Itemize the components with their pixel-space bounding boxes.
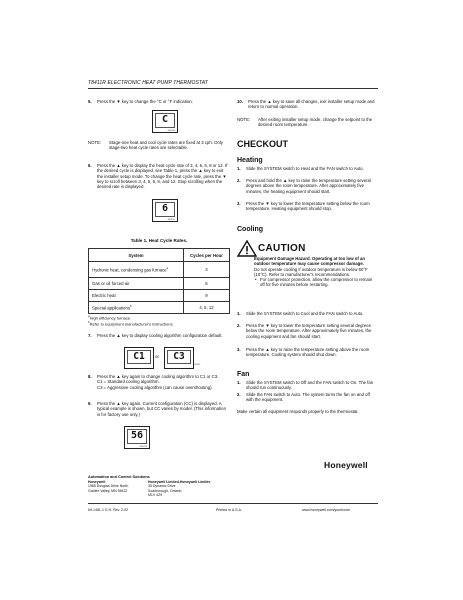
cooling-step-3: 3. Press the ▲ key to raise the temperature setting above the room temperature. Cooling system should shut down. (237, 347, 370, 358)
table-cell-cph: 6 (184, 278, 230, 290)
caution-title: CAUTION (258, 243, 306, 254)
warning-triangle-icon (237, 240, 257, 257)
lcd-glyph: 6 (161, 203, 169, 214)
lcd-display-degree-scale (152, 110, 178, 133)
step-6: 6. Press the ▲ key to display the heat cycle rate of 3, 4, 5, 6, 8 or 12. If the desired cycle is displayed, see Table 1, press the ▲ key to exit the installer setup mode. To change the heat cycle rate, press the ▼ key to scroll between 3, 4, 5, 6, 8, and 12. Stop scrolling when the desired rate is displayed. (88, 163, 228, 190)
step-9: 9. Press the ▲ key again. Current configuration (CC) is displayed. A typical example is shown, but CC varies by model. (This information is for factory use only.) (88, 401, 226, 417)
checkout-heading: CHECKOUT (237, 139, 288, 149)
step-5: 5. Press the ▼ key to change the °C or °F indication. (88, 99, 193, 104)
lcd-glyph-c1: C1 (133, 351, 145, 362)
cooling-step-2: 2. Press the ▼ key to lower the temperature setting several degrees below the room temperature. After approximately five minutes, the cooling equipment and fan should start. (237, 323, 372, 339)
step-7: 7. Press the ▲ key to display cooling algorithm configuration default. (88, 333, 223, 338)
step-8: 8. Press the ▲ key again to change cooling algorithm to C1 or C3. C1 = Standard cooling algorithm. C3 = Aggressive cooling algorithm (can cause overshooting). (88, 374, 219, 390)
lcd-glyph: 56 (130, 430, 144, 441)
table-row (89, 290, 230, 302)
closing-paragraph: Make certain all equipment responds properly to the thermostat. (237, 409, 359, 414)
table-row (89, 302, 230, 314)
figure-tag: M16933 (139, 445, 147, 448)
or-label: or (155, 354, 160, 359)
column-header-system: System (89, 249, 184, 262)
caution-instruction-text: Do not operate cooling if outdoor temperature is below 50°F (10°C). Refer to manufacturer's recommendations. (254, 266, 368, 277)
figure-tag: M16930 (167, 129, 175, 132)
table-cell-system: Hydronic heat, condensing gas furnace$^a$ (89, 262, 184, 278)
caution-bullet: • For compressor protection, allow the compressor to remain off for five minutes before restarting. (255, 277, 373, 288)
lcd-display-configuration (124, 426, 150, 449)
fan-heading: Fan (237, 371, 250, 378)
website-url: www.honeywell.com/yourhome (302, 508, 351, 512)
table-cell-cph: 3 (184, 262, 230, 278)
document-number: 69-1481-1 G.H. Rev. 2-02 (88, 508, 129, 512)
heating-step-3: 3. Press the ▼ key to lower the temperature setting below the room temperature. Heating equipment should stop. (237, 201, 370, 212)
printed-in: Printed in U.S.A. (216, 508, 242, 512)
company-title: Automation and Control Solutions (88, 475, 150, 479)
note-stage-one: NOTE: Stage-one heat and cool cycle rates are fixed at 3 cph. Only stage-two heat cycle rates are selectable. (88, 140, 223, 151)
heating-heading: Heating (237, 157, 263, 164)
column-header-cycles: Cycles per Hour (184, 249, 230, 262)
cooling-step-1: 1. Slide the SYSTEM switch to Cool and the FAN switch to Auto. (237, 311, 364, 316)
table-cell-system: Gas or oil forced air (89, 278, 184, 290)
honeywell-logo: Honeywell (324, 460, 368, 470)
note-after-exit: NOTE: After exiting installer setup mode, change the setpoint to the desired room temperature. (237, 117, 373, 128)
caution-hazard-text: Equipment Damage Hazard. Operating at too low of an outdoor temperature may cause compressor damage. (254, 256, 366, 267)
footnote-b: $^b$Refer to equipment manufacturer's instructions. (88, 320, 174, 327)
footnote-a: $^a$High efficiency furnace. (88, 314, 132, 321)
caution-body (254, 256, 376, 288)
step-10: 10. Press the ▲ key to save all changes, exit installer setup mode and return to normal operation. (237, 99, 375, 110)
lcd-glyph: C (161, 114, 169, 125)
lcd-display-cycle-rate (152, 199, 178, 222)
figure-tag: M16931 (167, 218, 175, 221)
table-cell-system: Electric heat (89, 290, 184, 302)
cooling-heading: Cooling (237, 226, 264, 233)
heating-step-2: 2. Press and hold the ▲ key to raise the temperature setting several degrees above the room temperature. After approximately five minutes, the heating equipment should start. (237, 178, 371, 194)
fan-step-2: 2. Slide the FAN switch to Auto. The system turns the fan on and off with the equipment. (237, 392, 370, 403)
heating-step-1: 1. Slide the SYSTEM switch to Heat and the FAN switch to Auto. (237, 166, 364, 171)
header-rule (88, 88, 378, 89)
lcd-glyph-c3: C3 (173, 351, 185, 362)
address-us: Honeywell 1985 Douglas Drive North Golden Valley, MN 55422 (88, 480, 129, 493)
table-row (89, 262, 230, 278)
address-canada: Honeywell Limited-Honeywell Limitée 35 Dynamic Drive Scarborough, Ontario M1V 4Z9 (148, 480, 211, 497)
table-row (89, 278, 230, 290)
table-header-row (89, 249, 230, 262)
fan-step-1: 1. Slide the SYSTEM switch to Off and the FAN switch to On. The fan should run continuously. (237, 380, 374, 391)
table-cell-system: Special applications$^b$ (89, 302, 184, 314)
table-caption: Table 1. Heat Cycle Rates. (130, 238, 188, 243)
table-cell-cph: 9 (184, 290, 230, 302)
heat-cycle-table (88, 248, 230, 314)
figure-tag: M16932 (193, 364, 201, 366)
document-header: T8411R ELECTRONIC HEAT PUMP THERMOSTAT (88, 80, 208, 86)
footer-rule (88, 503, 378, 504)
table-cell-cph: 4, 5, 12 (184, 302, 230, 314)
lcd-display-cooling-algorithm (124, 347, 204, 369)
